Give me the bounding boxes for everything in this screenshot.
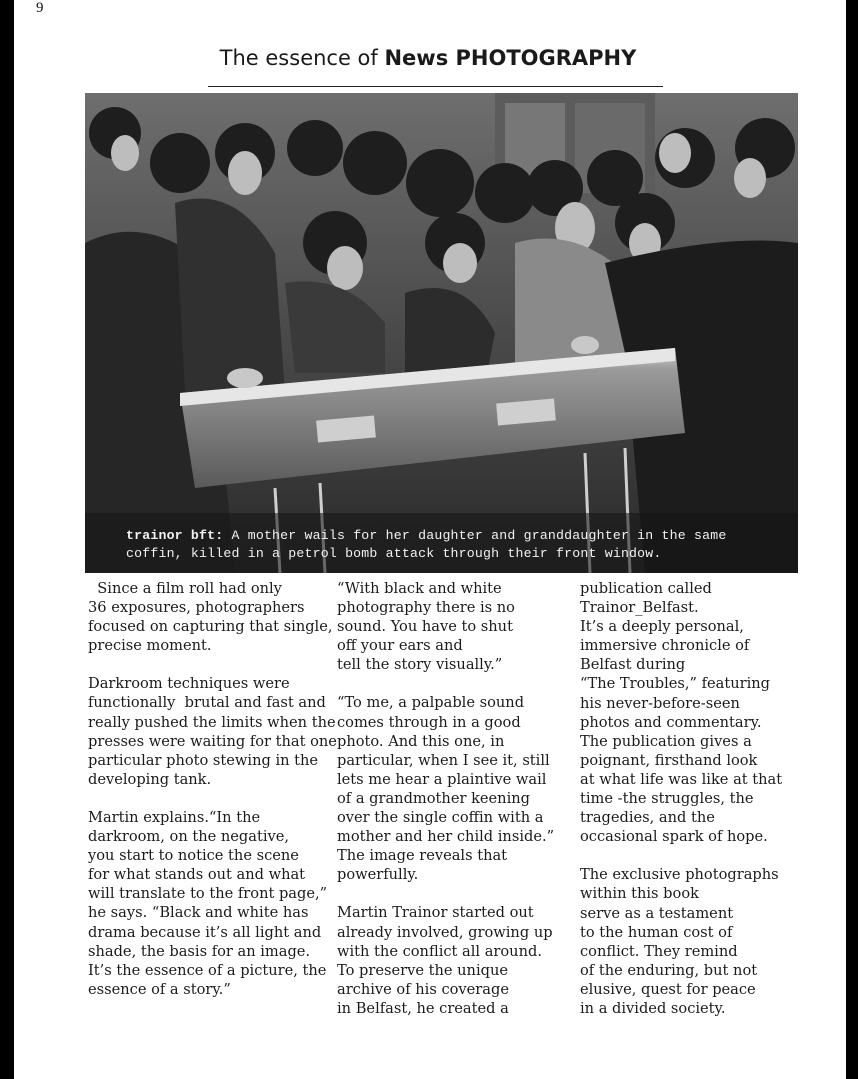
text-line: It’s the essence of a picture, the: [88, 961, 327, 979]
paragraph-gap: [337, 674, 567, 693]
text-line: functionally brutal and fast and: [88, 694, 326, 712]
text-column-3: [580, 579, 790, 1018]
text-line: “To me, a palpable sound: [337, 694, 525, 712]
text-line: within this book: [580, 885, 699, 903]
text-column-2: [337, 579, 567, 1018]
text-line: already involved, growing up: [337, 923, 553, 941]
text-line: occasional spark of hope.: [580, 828, 768, 846]
text-line: The image reveals that: [337, 847, 508, 865]
text-line: essence of a story.”: [88, 980, 231, 998]
page-title: [193, 46, 663, 70]
text-line: over the single coffin with a: [337, 809, 544, 827]
text-line: in Belfast, he created a: [337, 999, 509, 1017]
text-line: tragedies, and the: [580, 809, 715, 827]
text-line: focused on capturing that single,: [88, 618, 333, 636]
text-line: publication called: [580, 580, 712, 597]
text-line: will translate to the front page,”: [88, 885, 328, 903]
text-line: he says. “Black and white has: [88, 904, 309, 922]
text-line: The publication gives a: [580, 732, 752, 750]
text-line: of the enduring, but not: [580, 961, 758, 979]
text-line: off your ears and: [337, 637, 463, 655]
text-line: mother and her child inside.”: [337, 828, 555, 846]
text-line: you start to notice the scene: [88, 847, 299, 865]
text-line: with the conflict all around.: [337, 942, 542, 960]
text-line: Darkroom techniques were: [88, 675, 290, 693]
text-line: Martin explains.“In the: [88, 808, 261, 826]
page-number: 9: [36, 0, 44, 16]
text-line: particular, when I see it, still: [337, 751, 550, 769]
paragraph-gap: [88, 655, 328, 674]
text-line: The exclusive photographs: [580, 866, 779, 884]
text-line: at what life was like at that: [580, 770, 783, 788]
text-line: archive of his coverage: [337, 980, 509, 998]
text-line: drama because it’s all light and: [88, 923, 322, 941]
text-line: comes through in a good: [337, 713, 521, 731]
text-line: shade, the basis for an image.: [88, 942, 311, 960]
text-line: photos and commentary.: [580, 713, 762, 731]
photo-illustration: [85, 93, 798, 573]
text-line: really pushed the limits when the: [88, 713, 336, 731]
caption-text: A mother wails for her daughter and granddaughter in the same coffin, killed in a petrol bomb attack through their front window.: [126, 528, 727, 561]
text-line: to the human cost of: [580, 923, 733, 941]
title-bold: News PHOTOGRAPHY: [384, 46, 637, 70]
text-line: tell the story visually.”: [337, 656, 503, 674]
photo-caption: [126, 527, 776, 563]
text-line: 36 exposures, photographers: [88, 599, 305, 617]
paragraph-gap: [580, 846, 790, 865]
caption-label: trainor bft:: [126, 528, 224, 543]
text-line: It’s a deeply personal,: [580, 618, 744, 636]
text-line: particular photo stewing in the: [88, 751, 319, 769]
text-line: for what stands out and what: [88, 866, 306, 884]
text-line: “With black and white: [337, 580, 502, 597]
text-line: To preserve the unique: [337, 961, 508, 979]
text-line: elusive, quest for peace: [580, 980, 756, 998]
text-line: Martin Trainor started out: [337, 904, 534, 922]
text-column-1: [88, 579, 337, 999]
text-line: conflict. They remind: [580, 942, 738, 960]
text-line: presses were waiting for that one: [88, 732, 337, 750]
text-line: his never-before-seen: [580, 694, 740, 712]
text-line: Since a film roll had only: [88, 580, 282, 597]
text-line: Trainor_Belfast.: [580, 599, 699, 617]
text-line: immersive chronicle of: [580, 637, 750, 655]
text-line: of a grandmother keening: [337, 789, 530, 807]
text-line: developing tank.: [88, 770, 212, 788]
text-line: serve as a testament: [580, 904, 734, 922]
text-line: photo. And this one, in: [337, 732, 505, 750]
text-line: time -the struggles, the: [580, 790, 754, 808]
text-line: darkroom, on the negative,: [88, 828, 290, 846]
text-line: poignant, firsthand look: [580, 751, 758, 769]
paragraph-gap: [337, 884, 567, 903]
text-line: photography there is no: [337, 599, 515, 617]
text-line: Belfast during: [580, 656, 686, 674]
text-line: precise moment.: [88, 637, 212, 655]
text-line: lets me hear a plaintive wail: [337, 770, 547, 788]
title-prefix: The essence of: [219, 46, 385, 70]
text-line: “The Troubles,” featuring: [580, 675, 771, 693]
title-underline: [208, 86, 663, 87]
funeral-photo: [85, 93, 798, 573]
text-line: sound. You have to shut: [337, 618, 513, 636]
text-line: powerfully.: [337, 866, 419, 884]
text-line: in a divided society.: [580, 999, 726, 1017]
paragraph-gap: [88, 789, 328, 808]
